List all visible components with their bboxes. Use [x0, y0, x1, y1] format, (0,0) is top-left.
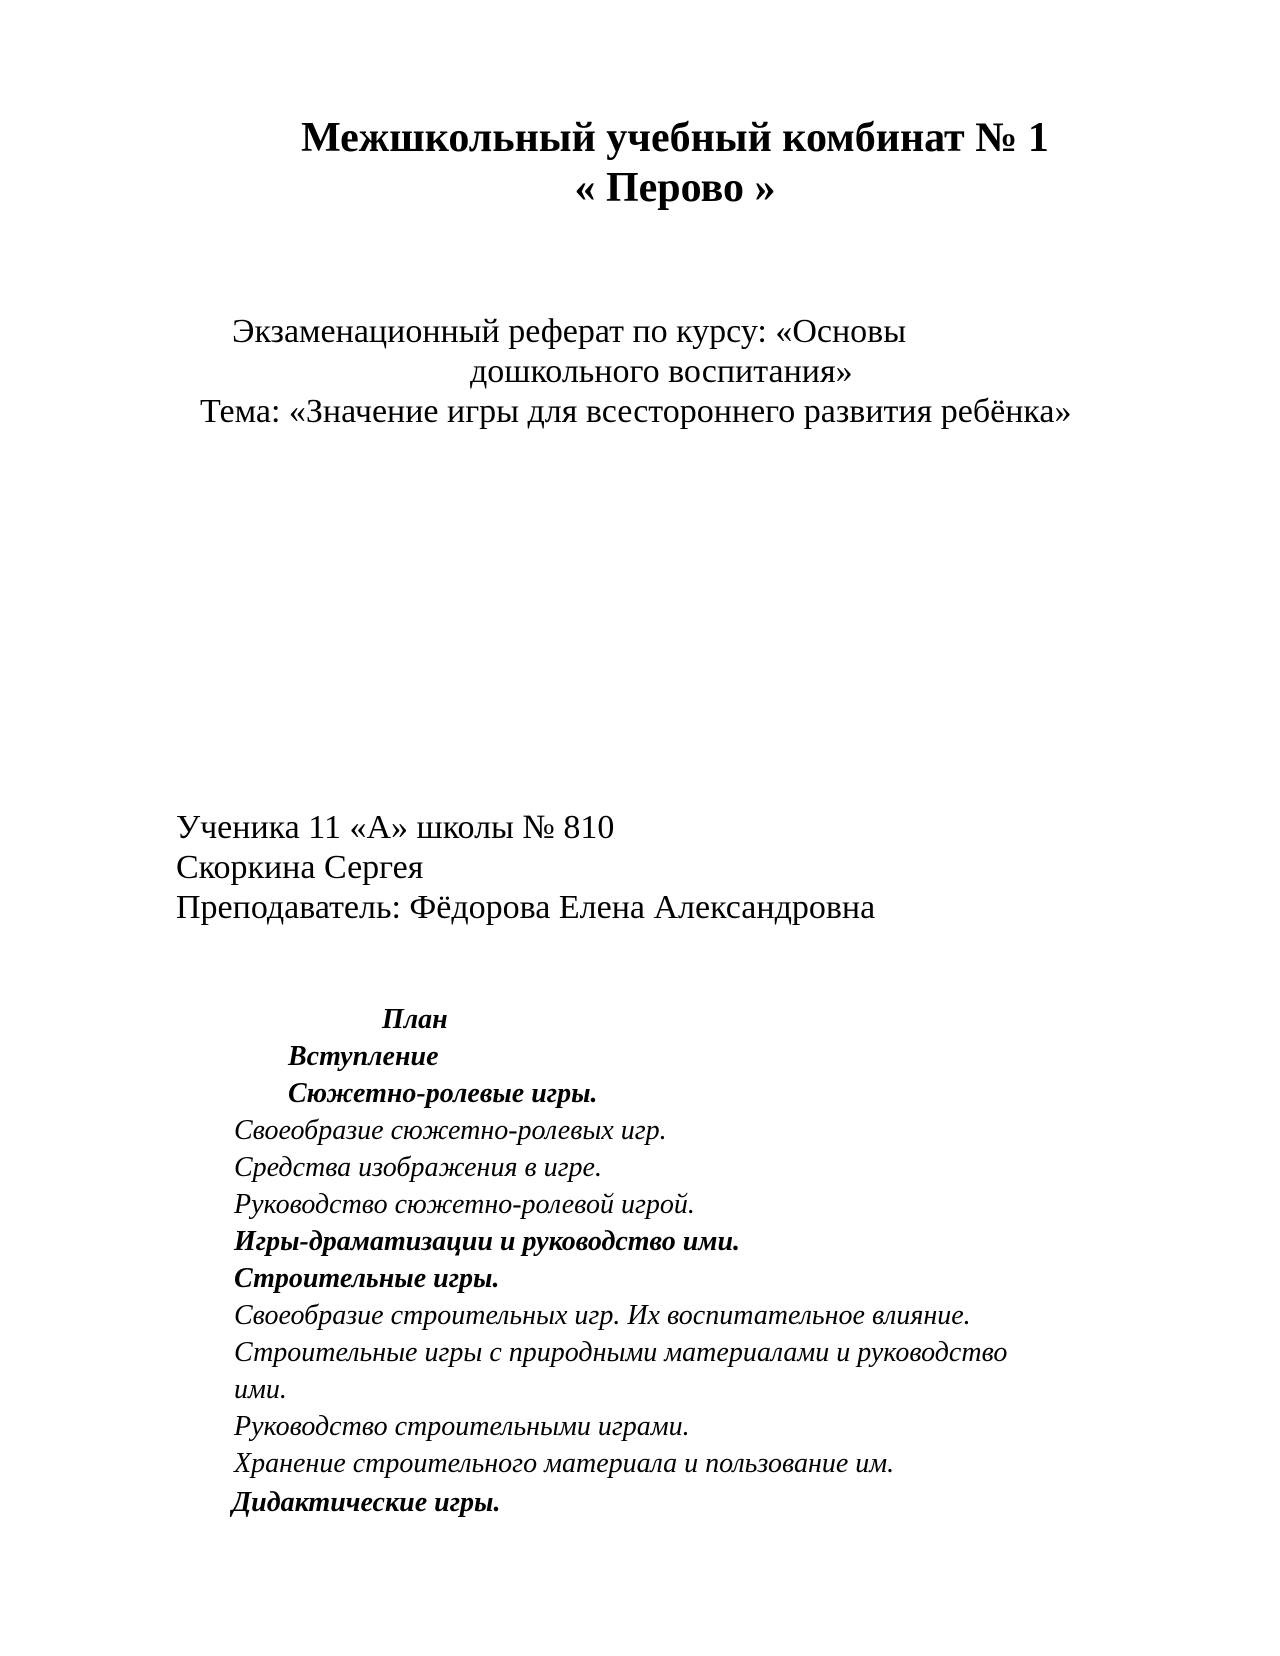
- report-topic: Тема: «Значение игры для всестороннего развития ребёнка»: [200, 393, 1072, 430]
- plan-item: Сюжетно-ролевые игры.: [288, 1078, 598, 1109]
- student-name: Скоркина Сергея: [176, 849, 424, 886]
- plan-item: Руководство сюжетно-ролевой игрой.: [234, 1189, 695, 1220]
- student-class: Ученика 11 «А» школы № 810: [176, 809, 615, 846]
- plan-item: ими.: [234, 1374, 287, 1405]
- plan-item: Своеобразие сюжетно-ролевых игр.: [234, 1115, 667, 1146]
- plan-item: Хранение строительного материала и пользование им.: [234, 1448, 895, 1479]
- institution-title: Межшкольный учебный комбинат № 1: [301, 115, 1049, 161]
- plan-item: Игры-драматизации и руководство ими.: [234, 1226, 741, 1257]
- plan-item: Своеобразие строительных игр. Их воспитательное влияние.: [234, 1300, 971, 1331]
- report-course-line-2: дошкольного воспитания»: [470, 353, 853, 390]
- plan-item: Руководство строительными играми.: [234, 1411, 690, 1442]
- teacher-name: Преподаватель: Фёдорова Елена Александровна: [176, 889, 876, 926]
- plan-item: Строительные игры с природными материалами и руководство: [234, 1337, 1008, 1368]
- plan-item: Средства изображения в игре.: [234, 1152, 602, 1183]
- report-course-line-1: Экзаменационный реферат по курсу: «Основы: [232, 313, 907, 350]
- plan-item: Дидактические игры.: [232, 1487, 501, 1518]
- plan-item: Вступление: [288, 1041, 439, 1072]
- plan-heading: План: [382, 1004, 448, 1035]
- plan-item: Строительные игры.: [234, 1263, 500, 1294]
- institution-location: « Перово »: [574, 165, 776, 211]
